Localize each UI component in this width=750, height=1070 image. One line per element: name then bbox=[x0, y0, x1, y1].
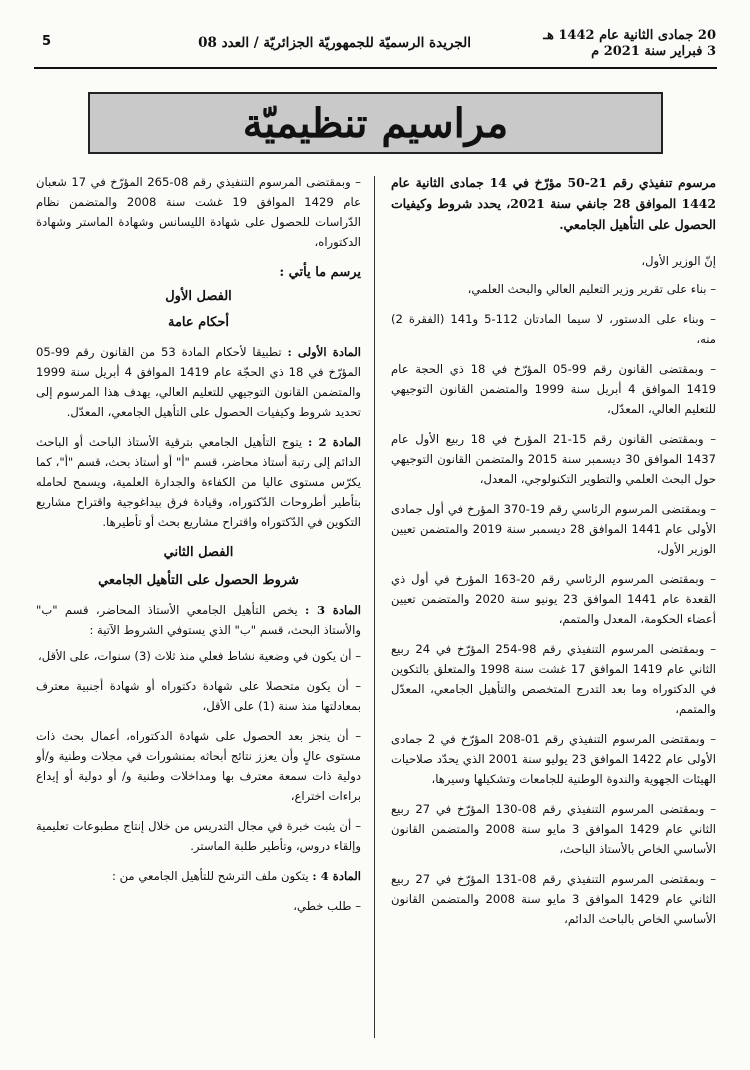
condition-item: – أن يكون في وضعية نشاط فعلي منذ ثلاث (3) سنوات، على الأقل، bbox=[37, 649, 361, 663]
paragraph: – وبمقتضى المرسوم الرئاسي رقم 19-370 المؤرخ في أول جمادى الأولى عام 1441 الموافق 28 ديسمبر سنة 2019 والمتضمن تعيين الوزير الأول، bbox=[391, 502, 717, 556]
right-column bbox=[391, 172, 716, 939]
article-3 bbox=[36, 600, 361, 640]
chapter-heading: الفصل الثاني bbox=[163, 545, 234, 560]
issue-date bbox=[543, 28, 716, 60]
paragraph: – وبمقتضى المرسوم التنفيذي رقم 08-131 المؤرّخ في 27 ربيع الثاني عام 1429 الموافق 3 مايو سنة 2008 والمتضمن القانون الأساسي الخاص بالباحث الدائم، bbox=[391, 872, 717, 926]
article-label: المادة 4 : bbox=[312, 869, 361, 883]
chapter-title: أحكام عامة bbox=[167, 315, 229, 330]
page-number: 5 bbox=[42, 34, 52, 49]
journal-title: الجريدة الرسميّة للجمهوريّة الجزائريّة / العدد 08 bbox=[198, 35, 471, 51]
article-text: يتوج التأهيل الجامعي بترقية الأستاذ الباحث أو الباحث الدائم إلى رتبة أستاذ محاضر، قسم "أ" أو أستاذ بحث، قسم "أ"، كما يكرّس مستوى عاليا من الكفاءة والجدارة العلمية، ويسمح لحامله بتأطير أطروحات الدّكتوراه، وقيادة فرق بيداغوجية واقتراح مشاريع التكوين في الدّكتوراه واقتراح مشاريع بحث أو تأطيرها. bbox=[36, 435, 361, 529]
header-rule bbox=[34, 67, 717, 69]
chapter-title: شروط الحصول على التأهيل الجامعي bbox=[98, 573, 299, 588]
section-banner: مراسيم تنظيميّة bbox=[88, 92, 663, 154]
article-text: يخص التأهيل الجامعي الأستاذ المحاضر، قسم "ب" والأستاذ البحث، قسم "ب" الذي يستوفي الشروط الآتية : bbox=[36, 603, 361, 637]
paragraph: – وبمقتضى القانون رقم 15-21 المؤرخ في 18 ربيع الأول عام 1437 الموافق 30 ديسمبر سنة 2015 والمتضمن القانون التوجيهي حول البحث العلمي والتطوير التكنولوجي، المعدل، bbox=[391, 432, 716, 486]
article-label: المادة 2 : bbox=[308, 435, 361, 449]
article-2 bbox=[36, 432, 361, 532]
gregorian-date: 3 فبراير سنة 2021 م bbox=[591, 44, 716, 59]
column-divider bbox=[374, 176, 375, 1038]
left-column bbox=[36, 172, 361, 926]
condition-item: – أن ينجز بعد الحصول على شهادة الدكتوراه، أعمال بحث ذات مستوى عالٍ وأن يعزز نتائج أبحاثه بمنشورات في مجلات وطنية و/أو دولية ذات سمعة معترف بها ومداخلات وطنية و/ أو دولية أو إيداع براءات اختراع، bbox=[36, 729, 361, 803]
chapter-heading: الفصل الأول bbox=[165, 289, 232, 304]
article-4 bbox=[36, 866, 361, 886]
intro-line: إنّ الوزير الأول، bbox=[641, 254, 716, 268]
article-text: تطبيقا لأحكام المادة 53 من القانون رقم 99-05 المؤرّخ في 18 ذي الحجّة عام 1419 الموافق 4 أبريل سنة 1999 والمتضمن القانون التوجيهي للتعليم العالي، يهدف هذا المرسوم إلى تحديد شروط وكيفيات الحصول على التأهيل الجامعي، المعدّل. bbox=[36, 345, 362, 419]
paragraph: – وبمقتضى المرسوم الرئاسي رقم 20-163 المؤرخ في أول ذي القعدة عام 1441 الموافق 23 يونيو سنة 2020 والمتضمن تعيين أعضاء الحكومة، المعدل والمتمم، bbox=[391, 572, 716, 626]
article-1 bbox=[36, 342, 361, 422]
decree-title: مرسوم تنفيذي رقم 21-50 مؤرّخ في 14 جمادى الثانية عام 1442 الموافق 28 جانفي سنة 2021، يحدد شروط وكيفيات الحصول على التأهيل الجامعي. bbox=[391, 175, 717, 232]
article-label: المادة 3 : bbox=[305, 603, 361, 617]
condition-item: – أن يكون متحصلا على شهادة دكتوراه أو شهادة أجنبية معترف بمعادلتها منذ سنة (1) على الأقل، bbox=[36, 679, 361, 713]
paragraph: – وبمقتضى المرسوم التنفيذي رقم 98-254 المؤرّخ في 24 ربيع الثاني عام 1419 الموافق 17 غشت سنة 1998 والمتعلق بالتكوين في الدكتوراه وما بعد التدرج المتخصص والتأهيل الجامعي، المعدّل والمتمم، bbox=[391, 642, 716, 716]
paragraph: – وبمقتضى المرسوم التنفيذي رقم 08-130 المؤرّخ في 27 ربيع الثاني عام 1429 الموافق 3 مايو سنة 2008 والمتضمن القانون الأساسي الخاص بالأستاذ الباحث، bbox=[391, 802, 717, 856]
article-label: المادة الأولى : bbox=[287, 345, 361, 359]
page-header bbox=[34, 28, 716, 62]
paragraph: – وبناء على الدستور، لا سيما المادتان 112-5 و141 (الفقرة 2) منه، bbox=[391, 312, 716, 346]
paragraph: – بناء على تقرير وزير التعليم العالي والبحث العلمي، bbox=[467, 282, 716, 296]
article-text: يتكون ملف الترشح للتأهيل الجامعي من : bbox=[112, 869, 313, 883]
paragraph: – وبمقتضى القانون رقم 99-05 المؤرّخ في 18 ذي الحجة عام 1419 الموافق 4 أبريل سنة 1999 والمتضمن القانون التوجيهي للتعليم العالي، المعدّل، bbox=[391, 362, 717, 416]
decrees-line: يرسم ما يأتي : bbox=[279, 265, 361, 280]
paragraph: – وبمقتضى المرسوم التنفيذي رقم 01-208 المؤرّخ في 2 جمادى الأولى عام 1422 الموافق 23 يوليو سنة 2001 الذي يحدّد صلاحيات الهيئات الجهوية والندوة الوطنية للجامعات وتشكيلها وسيرها، bbox=[391, 732, 717, 786]
paragraph: – وبمقتضى المرسوم التنفيذي رقم 08-265 المؤرّخ في 17 شعبان عام 1429 الموافق 19 غشت سنة 2008 والمتضمن نظام الدّراسات للحصول على شهادة الليسانس وشهادة الماستر وشهادة الدكتوراه، bbox=[36, 175, 361, 249]
list-item: – طلب خطي، bbox=[293, 899, 361, 913]
hijri-date: 20 جمادى الثانية عام 1442 هـ bbox=[543, 28, 716, 43]
condition-item: – أن يثبت خبرة في مجال التدريس من خلال إنتاج مطبوعات تعليمية وإلقاء دروس، وتأطير طلبة الماستر. bbox=[36, 819, 361, 853]
